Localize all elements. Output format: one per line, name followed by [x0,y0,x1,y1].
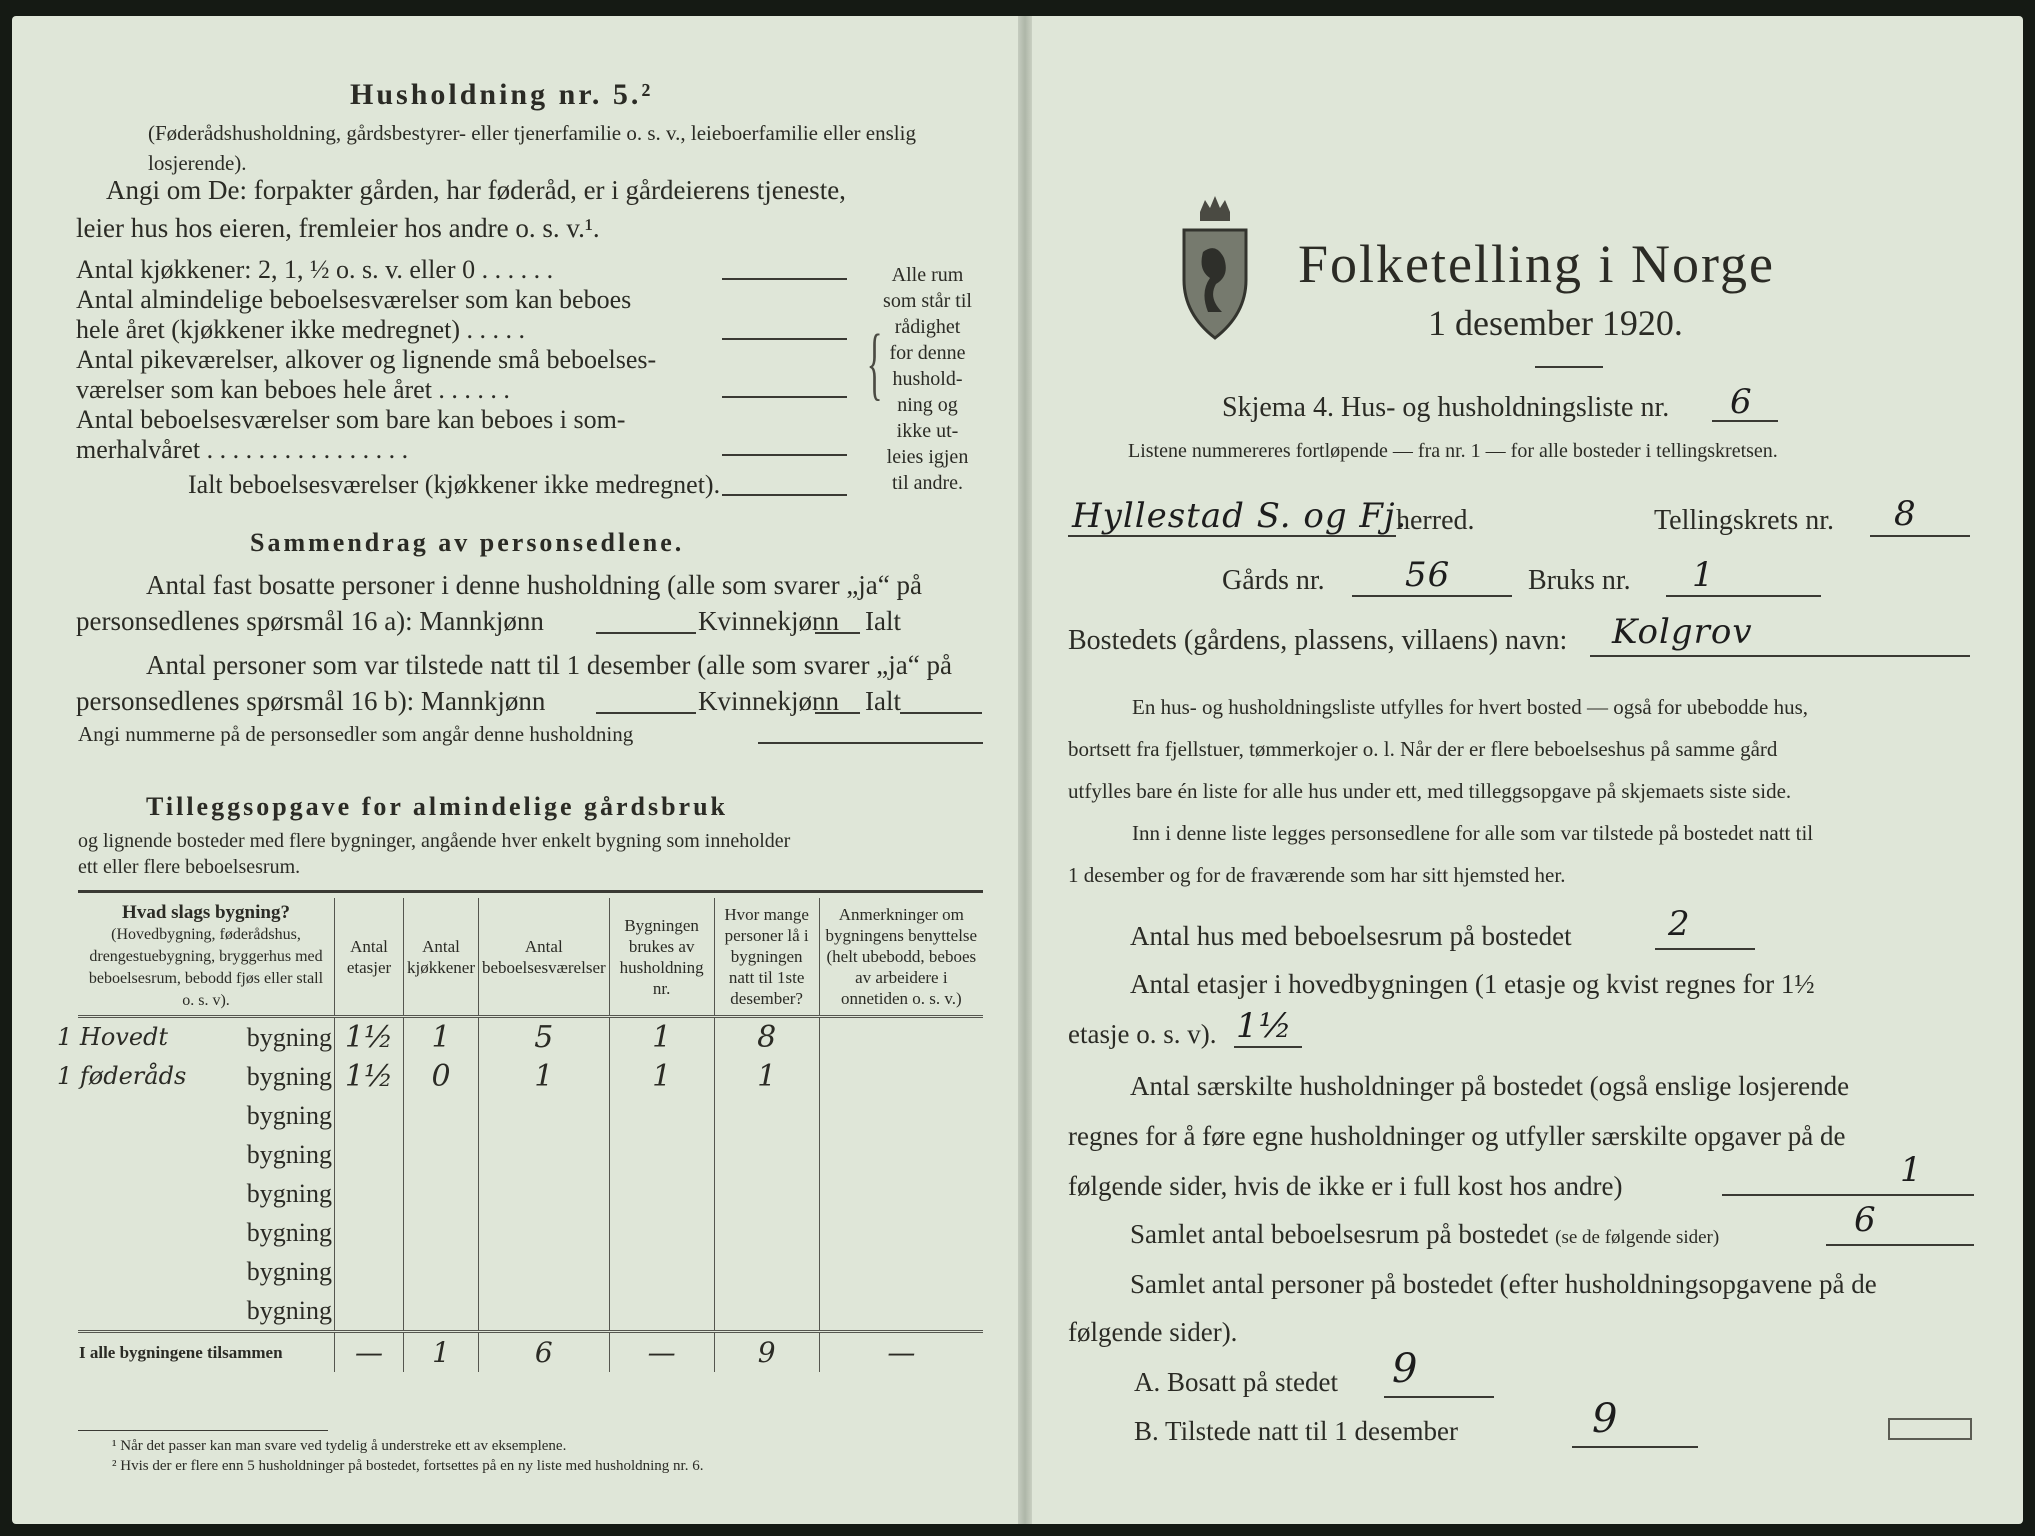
table-top-rule [78,890,983,893]
skjema-label: Skjema 4. Hus- og husholdningsliste nr. [1222,392,1670,423]
bosted-line [1590,655,1970,657]
bygning-label: bygning [246,1295,332,1325]
cell-anm [819,1057,983,1096]
bygning-label: bygning [246,1256,332,1286]
brace-note-line: som står til [883,290,972,312]
building-type-cell [78,1174,335,1213]
col-vaerelser-header: Antal beboelsesværelser [478,898,609,1017]
building-row [78,1135,983,1174]
total-label: I alle bygningene tilsammen [78,1332,335,1373]
kvinne-label: Kvinnekjønn [698,606,839,636]
total-row [78,1332,983,1373]
total-kjokkener: 1 [404,1332,479,1373]
bygning-label: bygning [246,1217,332,1247]
building-type-cell [78,1252,335,1291]
tillegg-sub-2: ett eller flere beboelsesrum. [78,856,301,878]
cell-kjokkener: 0 [404,1057,479,1096]
saerskilte-value: 1 [1900,1150,1923,1190]
building-type-cell [78,1135,335,1174]
brace-note-line: hushold- [892,368,963,390]
cell-anm [819,1017,983,1058]
building-type-cell [78,1291,335,1332]
rooms-line: merhalvåret . . . . . . . . . . . . . . . . [76,435,409,464]
title-divider [1535,366,1603,368]
cell-pers [714,1252,819,1291]
bosatt-value: 9 [1392,1346,1419,1392]
cell-kjokkener [404,1252,479,1291]
brace-note [870,262,985,496]
rooms-answer-line [722,338,847,340]
kvinne-line-a [815,632,860,634]
cell-etasjer [335,1213,404,1252]
building-row [78,1174,983,1213]
cell-etasjer [335,1252,404,1291]
kvinne-line-b [815,712,860,714]
building-row [78,1213,983,1252]
ialt-label-b: Ialt [865,686,901,716]
bruks-line [1666,595,1821,597]
instr-line: 1 desember og for de fraværende som har sitt hjemsted her. [1068,863,1566,887]
rooms-total-label: Ialt beboelsesværelser (kjøkkener ikke medregnet). [188,470,721,499]
tilstede-value: 9 [1592,1396,1619,1442]
angi-line-1: Angi om De: forpakter gården, har føderåd, er i gårdeierens tjeneste, [106,175,846,205]
cell-vaerelser [478,1213,609,1252]
cell-etasjer [335,1135,404,1174]
table-header-row [78,898,983,1017]
brace-note-line: ikke ut- [896,420,959,442]
brace-note-line: til andre. [891,472,964,494]
kvinne-label-b: Kvinnekjønn [698,686,839,716]
cell-anm [819,1252,983,1291]
samlet-rum-note: (se de følgende sider) [1555,1227,1720,1248]
etasjer-value: 1½ [1236,1006,1293,1046]
building-row [78,1017,983,1058]
cell-etasjer [335,1096,404,1135]
brace: { [866,317,883,408]
total-pers: 9 [714,1332,819,1373]
summary-title: Sammendrag av personsedlene. [250,528,685,557]
saerskilte-line-3: følgende sider, hvis de ikke er i full kost hos andre) [1068,1171,1623,1201]
cell-kjokkener: 1 [404,1017,479,1058]
building-name: 1 Hovedt [57,1022,169,1051]
bosted-value: Kolgrov [1612,612,1753,652]
cell-vaerelser [478,1291,609,1332]
cell-hush [609,1135,714,1174]
footnote-2: ² Hvis der er flere enn 5 husholdninger på bostedet, fortsettes på en ny liste med husholdning nr. 6. [112,1458,704,1474]
cell-anm [819,1291,983,1332]
page-fold [1018,16,1032,1524]
total-hush: — [609,1332,714,1373]
samlet-pers-line-1: Samlet antal personer på bostedet (efter husholdningsopgavene på de [1130,1269,1877,1299]
bruks-label: Bruks nr. [1528,565,1631,596]
tellingskrets-value: 8 [1894,494,1917,534]
bygning-label: bygning [246,1139,332,1169]
brace-note-line: for denne [889,342,966,364]
mann-line-b [596,712,696,714]
bygning-label: bygning [246,1178,332,1208]
bygning-label: bygning [246,1061,332,1091]
cell-pers [714,1291,819,1332]
skjema-nr: 6 [1730,382,1753,422]
building-type-cell [57,1017,335,1058]
cell-anm [819,1135,983,1174]
census-date: 1 desember 1920. [1428,303,1683,343]
samlet-pers-line-2: følgende sider). [1068,1317,1238,1347]
cell-hush [609,1096,714,1135]
sommer-answer-line [722,454,847,456]
cell-vaerelser [478,1174,609,1213]
saerskilte-answer-line [1722,1194,1974,1196]
footnote-1: ¹ Når det passer kan man svare ved tydelig å understreke ett av eksemplene. [112,1438,567,1454]
building-row [78,1252,983,1291]
col-anmerkninger-header: Anmerkninger om bygningens benyttelse (helt ubebodd, beboes av arbeidere i onnetiden o. s. v.) [819,898,983,1017]
cell-vaerelser [478,1135,609,1174]
cell-etasjer: 1½ [335,1057,404,1096]
col-personer-header: Hvor mange personer lå i bygningen natt til 1ste desember? [714,898,819,1017]
bosatt-label: A. Bosatt på stedet [1134,1367,1338,1397]
printer-stamp [1888,1418,1972,1440]
tillegg-title: Tilleggsopgave for almindelige gårdsbruk [146,792,729,821]
cell-pers: 8 [714,1017,819,1058]
instr-line: bortsett fra fjellstuer, tømmerkojer o. l. Når der er flere beboelseshus på samme gård [1068,737,1778,761]
kitchen-answer-line [722,278,847,280]
tillegg-sub-1: og lignende bosteder med flere bygninger, angående hver enkelt bygning som inneholder [78,830,791,852]
samlet-rum-label [1130,1208,1719,1264]
col-type-desc: (Hovedbygning, føderådshus, drengestuebygning, bryggerhus med beboelsesrum, bebodd fjøs eller stall o. s. v). [88,926,324,1009]
cell-hush [609,1291,714,1332]
total-etasjer: — [335,1332,404,1373]
cell-pers [714,1174,819,1213]
summary-line-4: personsedlenes spørsmål 16 b): Mannkjønn [76,686,546,716]
main-title: Folketelling i Norge [1298,234,1775,294]
cell-pers: 1 [714,1057,819,1096]
herred-label: herred. [1396,505,1475,536]
brace-note-line: ning og [897,394,958,416]
building-row [78,1291,983,1332]
cell-vaerelser: 1 [478,1057,609,1096]
bygning-label: bygning [246,1022,332,1052]
rooms-total-line [722,494,847,496]
instr-line: Inn i denne liste legges personsedlene for alle som var tilstede på bostedet natt til [1132,821,1814,845]
etasjer-line-2: etasje o. s. v). [1068,1019,1217,1049]
household-title: Husholdning nr. 5.² [350,78,654,111]
cell-etasjer [335,1291,404,1332]
cell-hush [609,1252,714,1291]
cell-kjokkener [404,1291,479,1332]
herred-value: Hyllestad S. og Fj. [1072,496,1408,536]
etasjer-answer-line [1234,1046,1302,1048]
cell-vaerelser: 5 [478,1017,609,1058]
rooms-line: Antal pikeværelser, alkover og lignende små beboelses- [76,345,657,374]
saerskilte-line-2: regnes for å føre egne husholdninger og utfyller særskilte opgaver på de [1068,1121,1846,1151]
bygning-label: bygning [246,1100,332,1130]
tellingskrets-line [1870,535,1970,537]
tellingskrets-label: Tellingskrets nr. [1654,505,1835,536]
gards-line [1352,595,1512,597]
angi-line-2: leier hus hos eieren, fremleier hos andre o. s. v.¹. [76,213,600,243]
tilstede-line [1572,1446,1698,1448]
bosted-label: Bostedets (gårdens, plassens, villaens) navn: [1068,625,1568,656]
coat-of-arms-icon [1178,192,1252,342]
angi-nummer-line [758,742,983,744]
instructions-1 [1068,686,1813,896]
samlet-rum-value: 6 [1854,1200,1877,1240]
household-intro: (Føderådshusholdning, gårdsbestyrer- eller tjenerfamilie o. s. v., leieboerfamilie eller enslig losjerende). [148,121,916,175]
building-type-cell [78,1096,335,1135]
summary-line-3: Antal personer som var tilstede natt til 1 desember (alle som svarer „ja“ på [146,650,952,680]
col-etasjer-header: Antal etasjer [335,898,404,1017]
cell-kjokkener [404,1135,479,1174]
col-type-header [78,898,335,1017]
hus-label: Antal hus med beboelsesrum på bostedet [1130,921,1572,951]
ialt-label: Ialt [865,606,901,636]
rooms-line: værelser som kan beboes hele året . . . . . . [76,375,510,404]
building-type-cell [78,1213,335,1252]
etasjer-line-1: Antal etasjer i hovedbygningen (1 etasje og kvist regnes for 1½ [1130,969,1815,999]
brace-note-line: leies igjen [886,446,969,468]
listene-note: Listene nummereres fortløpende — fra nr. 1 — for alle bosteder i tellingskretsen. [1128,440,1778,462]
rooms-line: Antal almindelige beboelsesværelser som kan beboes [76,285,632,314]
herred-line [1068,535,1396,537]
rooms-line: Antal beboelsesværelser som bare kan beboes i som- [76,405,626,434]
rooms-block [76,255,656,465]
cell-kjokkener [404,1174,479,1213]
pike-answer-line [722,396,847,398]
total-anm: — [819,1332,983,1373]
building-type-cell [57,1057,335,1096]
cell-pers [714,1213,819,1252]
cell-hush [609,1213,714,1252]
hus-value: 2 [1668,904,1691,944]
col-husholdning-header: Bygningen brukes av husholdning nr. [609,898,714,1017]
ialt-line-b [900,712,982,714]
hus-line [1655,948,1755,950]
cell-pers [714,1096,819,1135]
cell-kjokkener [404,1096,479,1135]
building-row [78,1096,983,1135]
summary-line-2: personsedlenes spørsmål 16 a): Mannkjønn [76,606,544,636]
rooms-line: Antal kjøkkener: 2, 1, ½ o. s. v. eller 0 . . . . . . [76,255,554,284]
cell-pers [714,1135,819,1174]
skjema-nr-line [1712,420,1778,422]
samlet-rum-text: Samlet antal beboelsesrum på bostedet [1130,1219,1549,1249]
cell-anm [819,1213,983,1252]
mann-line-a [596,632,696,634]
gards-value: 56 [1405,555,1451,595]
instr-line: En hus- og husholdningsliste utfylles for hvert bosted — også for ubebodde hus, [1132,695,1808,719]
total-vaerelser: 6 [478,1332,609,1373]
saerskilte-line-1: Antal særskilte husholdninger på bostedet (også enslige losjerende [1130,1071,1850,1101]
building-table [57,898,983,1372]
cell-hush [609,1174,714,1213]
cell-hush: 1 [609,1057,714,1096]
cell-anm [819,1174,983,1213]
instr-line: utfylles bare én liste for alle hus under ett, med tilleggsopgave på skjemaets siste side. [1068,779,1792,803]
brace-note-line: Alle rum [891,264,964,286]
col-kjokkener-header: Antal kjøkkener [404,898,479,1017]
cell-kjokkener [404,1213,479,1252]
building-row [78,1057,983,1096]
cell-vaerelser [478,1096,609,1135]
gards-label: Gårds nr. [1222,565,1325,596]
samlet-rum-line [1826,1244,1974,1246]
cell-etasjer [335,1174,404,1213]
footnote-rule [78,1430,328,1431]
building-name: 1 føderåds [57,1061,187,1090]
angi-nummer: Angi nummerne på de personsedler som angår denne husholdning [78,722,634,746]
summary-line-1: Antal fast bosatte personer i denne husholdning (alle som svarer „ja“ på [146,570,922,600]
tilstede-label: B. Tilstede natt til 1 desember [1134,1416,1458,1446]
bruks-value: 1 [1692,555,1715,595]
col-type-title: Hvad slags bygning? [122,902,290,923]
rooms-line: hele året (kjøkkener ikke medregnet) . . . . . [76,315,526,344]
brace-note-line: rådighet [894,316,961,338]
cell-etasjer: 1½ [335,1017,404,1058]
cell-vaerelser [478,1252,609,1291]
cell-hush: 1 [609,1017,714,1058]
bosatt-line [1384,1396,1494,1398]
cell-anm [819,1096,983,1135]
